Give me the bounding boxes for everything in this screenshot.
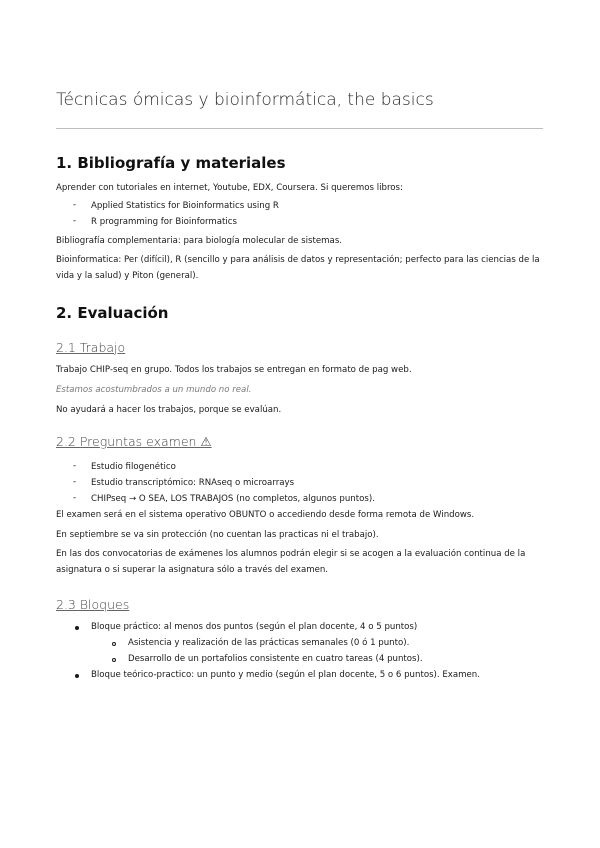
dash-marker: -: [73, 477, 77, 487]
note-italic: Estamos acostumbrados a un mundo no real.: [56, 385, 252, 395]
list-item-bloque: Bloque práctico: al menos dos puntos (según el plan docente, 4 o 5 puntos): [91, 622, 418, 632]
paragraph-complementary: Bibliografía complementaria: para biología molecular de sistemas.: [56, 236, 343, 246]
sub-list-item: Desarrollo de un portafolios consistente en cuatro tareas (4 puntos).: [128, 654, 423, 664]
section-heading-bibliografia: 1. Bibliografía y materiales: [56, 154, 286, 172]
circle-marker: [112, 658, 116, 662]
paragraph-evaluan: No ayudará a hacer los trabajos, porque se evalúan.: [56, 405, 282, 415]
paragraph-intro: Aprender con tutoriales en internet, Youtube, EDX, Coursera. Si queremos libros:: [56, 183, 403, 193]
dash-marker: -: [73, 200, 77, 210]
list-item-question: CHIPseq → O SEA, LOS TRABAJOS (no completos, algunos puntos).: [91, 494, 375, 504]
paragraph-exam-system: El examen será en el sistema operativo OBUNTO o accediendo desde forma remota de Windows.: [56, 510, 475, 520]
list-item-question: Estudio transcriptómico: RNAseq o microarrays: [91, 478, 295, 488]
list-item-question: Estudio filogenético: [91, 462, 176, 472]
subsection-heading-trabajo: 2.1 Trabajo: [56, 340, 126, 355]
paragraph-bioinformatics: Bioinformatica: Per (difícil), R (sencillo y para análisis de datos y representación; perfecto para las ciencias de la vida y la salud) y Piton (general).: [56, 255, 540, 281]
list-item-bloque: Bloque teórico-practico: un punto y medio (según el plan docente, 5 o 6 puntos). Examen.: [91, 670, 480, 680]
paragraph-trabajo: Trabajo CHIP-seq en grupo. Todos los trabajos se entregan en formato de pag web.: [56, 365, 412, 375]
dash-marker: -: [73, 216, 77, 226]
dash-marker: -: [73, 493, 77, 503]
section-heading-evaluacion: 2. Evaluación: [56, 304, 169, 322]
subsection-heading-preguntas: 2.2 Preguntas examen ⚠: [56, 434, 212, 449]
sub-list-item: Asistencia y realización de las prácticas semanales (0 ó 1 punto).: [128, 638, 410, 648]
paragraph-september: En septiembre se va sin protección (no cuentan las practicas ni el trabajo).: [56, 530, 379, 540]
list-item-book: Applied Statistics for Bioinformatics using R: [91, 201, 279, 211]
dash-marker: -: [73, 461, 77, 471]
circle-marker: [112, 642, 116, 646]
bullet-marker: [75, 626, 79, 630]
subsection-heading-bloques: 2.3 Bloques: [56, 597, 130, 612]
paragraph-convocatorias: En las dos convocatorias de exámenes los alumnos podrán elegir si se acogen a la evaluación continua de la asignatura o si superar la asignatura sólo a través del examen.: [56, 549, 526, 575]
title-divider: [56, 128, 543, 129]
bullet-marker: [75, 674, 79, 678]
document-title: Técnicas ómicas y bioinformática, the basics: [56, 90, 434, 110]
list-item-book: R programming for Bioinformatics: [91, 217, 237, 227]
